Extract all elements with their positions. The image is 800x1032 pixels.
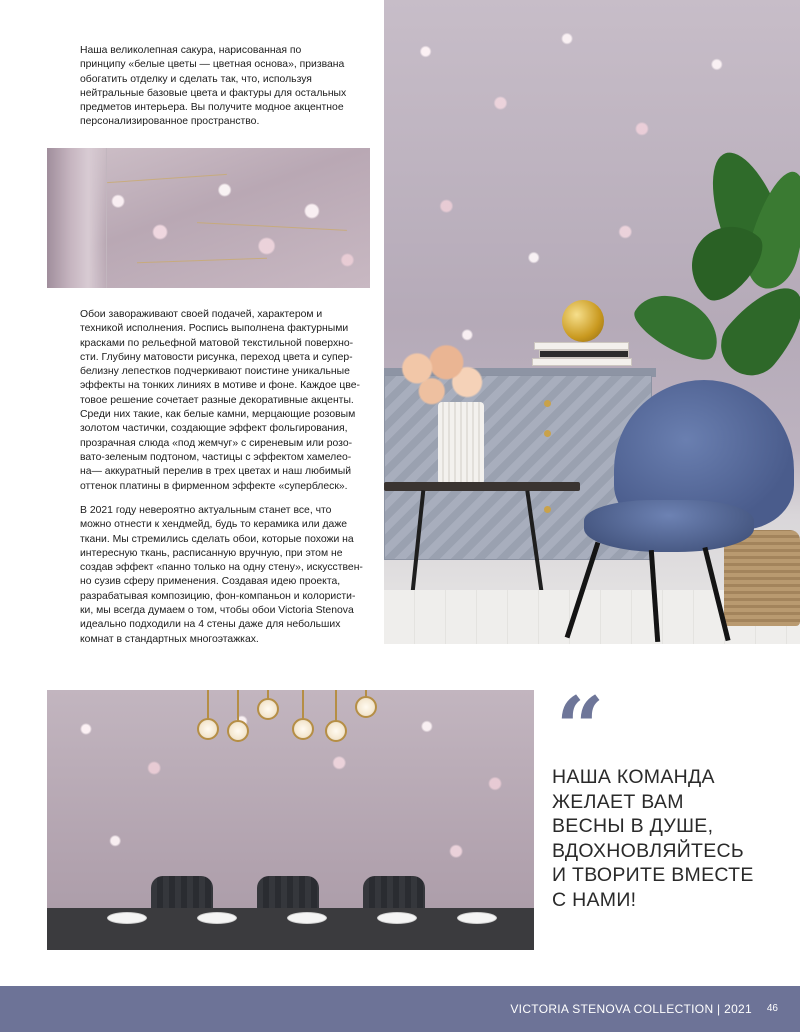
gold-sphere-decor	[562, 300, 604, 342]
dining-room-photo	[47, 690, 534, 950]
wallpaper-roll-photo	[47, 148, 370, 288]
plate	[287, 912, 327, 924]
pendant-lamp	[292, 718, 314, 740]
roll-edge	[47, 148, 107, 288]
pendant-lamp	[325, 720, 347, 742]
dresser-knob	[544, 430, 551, 437]
gold-vein	[107, 174, 227, 183]
pendant-lamp	[197, 718, 219, 740]
gold-vein	[197, 222, 347, 231]
book-stack	[534, 342, 629, 350]
pendant-lamp	[227, 720, 249, 742]
lamp-wire	[207, 690, 209, 720]
dresser-knob	[544, 506, 551, 513]
footer-title: VICTORIA STENOVA COLLECTION | 2021	[510, 1002, 752, 1016]
book-stack	[539, 350, 629, 358]
dresser-knob	[544, 400, 551, 407]
quote-mark-icon: “	[556, 678, 605, 777]
plate	[377, 912, 417, 924]
intro-paragraph: Наша великолепная сакура, нарисованная по принципу «белые цветы — цветная основа», призвана обогатить отделку и сделать так, что, используя нейтральные базовые цвета и фактуры для остальных предметов интерьера. Вы получите модное акцентное персонализированное пространство.	[80, 45, 347, 128]
plate	[107, 912, 147, 924]
wicker-basket	[724, 530, 800, 626]
interior-room-photo	[384, 0, 800, 644]
pendant-lamp	[257, 698, 279, 720]
white-vase	[438, 402, 484, 490]
lamp-wire	[335, 690, 337, 722]
handmade-paragraph: В 2021 году невероятно актуальным станет все, что можно отнести к хендмейд, будь то керамика или даже ткани. Мы стремились сделать обои, которые похожи на интересную ткань, расписанную вручную, при этом не создав эффект «панно только на одну стену», искусствен- но сузив сферу применения. Создавая идею проекта, разрабатывая композицию, фон-компаньон и колористи- ки, мы всегда думаем о том, чтобы обои Victoria Stenova идеально подходили на 4 стены даже для небольших комнат в стандартных многоэтажках.	[80, 505, 363, 645]
page-footer	[0, 986, 800, 1032]
plate	[457, 912, 497, 924]
blue-chair-seat	[584, 500, 754, 552]
gold-vein	[137, 258, 267, 264]
pull-quote: НАША КОМАНДА ЖЕЛАЕТ ВАМ ВЕСНЫ В ДУШЕ, ВДОХНОВЛЯЙТЕСЬ И ТВОРИТЕ ВМЕСТЕ С НАМИ!	[552, 766, 754, 911]
pendant-lamp	[355, 696, 377, 718]
plate	[197, 912, 237, 924]
page-number: 46	[766, 1003, 778, 1014]
book-stack	[532, 358, 632, 366]
lamp-wire	[302, 690, 304, 720]
side-table-top	[384, 482, 580, 491]
texture-paragraph: Обои завораживают своей подачей, характером и техникой исполнения. Роспись выполнена фактурными красками по рельефной матовой текстильной поверхно- сти. Глубину матовости рисунка, переход цвета и супер- белизну лепестков подчеркивают поистине уникальные эффекты на тонких линиях в мотиве и фоне. Каждое цве- товое решение сочетает разные декоративные акценты. Среди них такие, как белые камни, мерцающие розовым золотом частички, создающие эффект фольгирования, прозрачная слюда «под жемчуг» с сиреневым или розо- вато-зеленым подтоном, частицы с эффектом хамелео- на— аккуратный перелив в трех цветах и наш любимый оттенок платины в фирменном эффекте «суперблеск».	[80, 309, 360, 492]
